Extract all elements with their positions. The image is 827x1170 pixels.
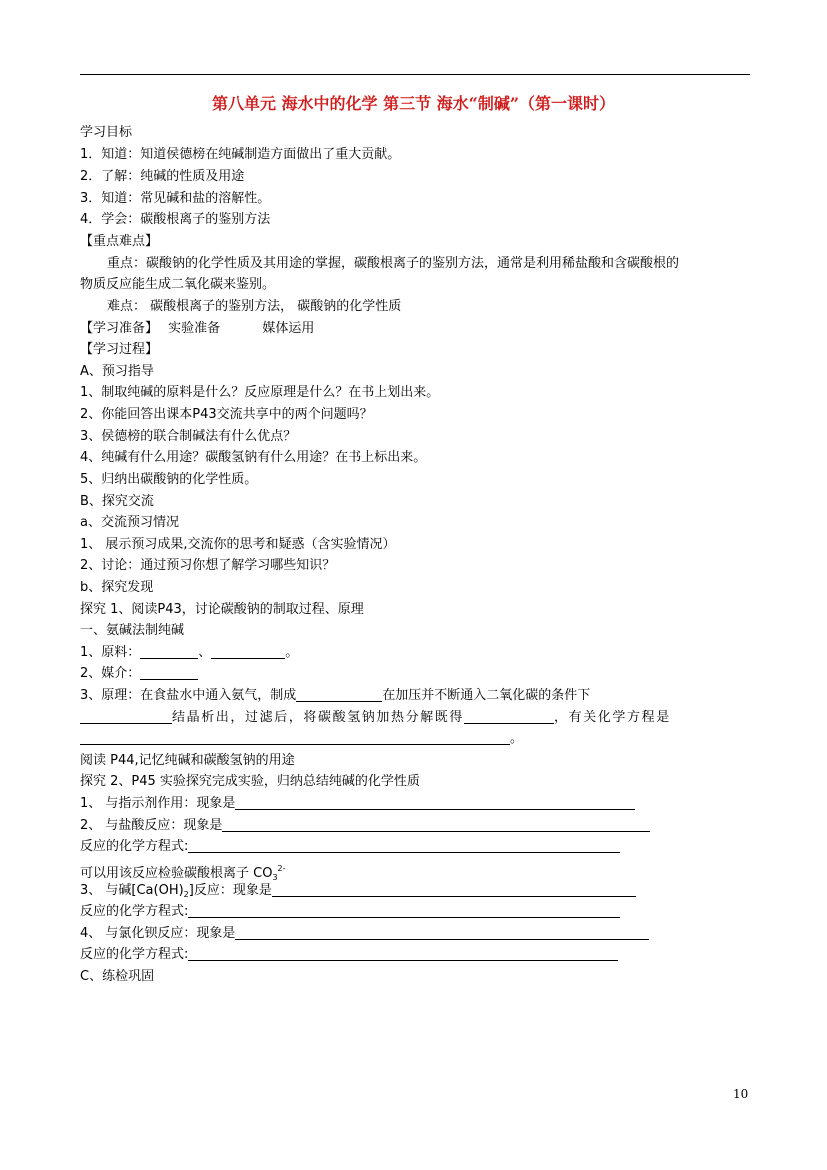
principle-text: 3、原理：在食盐水中通入氨气，制成 (80, 688, 297, 703)
preparation-item: 实验准备 (168, 321, 221, 336)
answer-blank[interactable] (140, 665, 198, 680)
principle-line-1 (80, 687, 590, 705)
section-b-heading: B、探究交流 (80, 494, 154, 509)
subsection-b-heading: b、探究发现 (80, 580, 154, 595)
answer-blank[interactable] (235, 925, 649, 940)
raw-materials-label: 1、原料： (80, 645, 141, 660)
preview-question: 5、归纳出碳酸钠的化学性质。 (80, 472, 258, 487)
preview-question: 1、制取纯碱的原料是什么？反应原理是什么？在书上划出来。 (80, 385, 440, 400)
property-label: 2、 与盐酸反应：现象是 (80, 818, 223, 833)
property-1-line (80, 795, 635, 813)
objectives-heading: 学习目标 (80, 125, 133, 140)
principle-text: 结晶析出，过滤后，将碳酸氢钠加热分解既得 (172, 710, 465, 725)
read-p44-line: 阅读 P44,记忆纯碱和碳酸氢钠的用途 (80, 753, 295, 768)
objective-item: 2．了解：纯碱的性质及用途 (80, 169, 245, 184)
property-label: 3、 与碱[Ca(OH) (80, 883, 184, 898)
objective-item: 3．知道：常见碱和盐的溶解性。 (80, 191, 271, 206)
answer-blank[interactable] (80, 709, 172, 724)
principle-text: ，有关化学方程是 (554, 710, 671, 725)
raw-materials-line (80, 644, 298, 662)
preparation-item: 媒体运用 (262, 321, 315, 336)
principle-line-3 (80, 730, 523, 748)
objective-item: 1．知道：知道侯德榜在纯碱制造方面做出了重大贡献。 (80, 147, 401, 162)
property-3-line (80, 882, 636, 904)
answer-blank[interactable] (235, 795, 635, 810)
period: 。 (285, 645, 299, 660)
answer-blank[interactable] (188, 903, 620, 918)
carbonate-test-text: 可以用该反应检验碳酸根离子 CO (80, 866, 273, 881)
ammonia-soda-heading: 一、氨碱法制纯碱 (80, 623, 185, 638)
equation-label: 反应的化学方程式: (80, 904, 189, 919)
exchange-item: 1、 展示预习成果,交流你的思考和疑惑（含实验情况） (80, 537, 396, 552)
answer-blank[interactable] (140, 644, 198, 659)
equation-label: 反应的化学方程式: (80, 947, 189, 962)
property-4-line (80, 925, 649, 943)
answer-blank[interactable] (188, 838, 620, 853)
period: 。 (510, 731, 524, 746)
answer-blank[interactable] (464, 709, 554, 724)
key-points-heading: 【重点难点】 (80, 234, 159, 249)
property-label: 4、 与氯化钡反应：现象是 (80, 926, 236, 941)
subsection-a-heading: a、交流预习情况 (80, 515, 179, 530)
preview-question: 2、你能回答出课本P43交流共享中的两个问题吗？ (80, 407, 373, 422)
answer-blank[interactable] (296, 687, 382, 702)
top-rule (80, 74, 750, 75)
equation-line (80, 946, 618, 964)
preparation-line (80, 320, 314, 338)
explore-1-line: 探究 1、阅读P43，讨论碳酸钠的制取过程、原理 (80, 602, 364, 617)
preview-question: 4、纯碱有什么用途？碳酸氢钠有什么用途？在书上标出来。 (80, 450, 427, 465)
equation-label: 反应的化学方程式: (80, 839, 189, 854)
equation-line (80, 838, 620, 856)
explore-2-line: 探究 2、P45 实验探究完成实验，归纳总结纯碱的化学性质 (80, 774, 420, 789)
answer-blank[interactable] (188, 946, 618, 961)
subscript: 2 (183, 890, 189, 899)
answer-blank[interactable] (80, 730, 510, 745)
page-number: 10 (733, 1087, 749, 1101)
catalyst-label: 2、媒介： (80, 666, 141, 681)
preview-question: 3、侯德榜的联合制碱法有什么优点？ (80, 429, 297, 444)
superscript: 2- (277, 864, 286, 873)
property-label: ]反应：现象是 (188, 883, 272, 898)
principle-text: 在加压并不断通入二氧化碳的条件下 (382, 688, 591, 703)
page-title: 第八单元 海水中的化学 第三节 海水“制碱”（第一课时） (211, 94, 616, 113)
exchange-item: 2、讨论：通过预习你想了解学习哪些知识？ (80, 558, 336, 573)
answer-blank[interactable] (272, 882, 636, 897)
section-c-heading: C、练检巩固 (80, 969, 155, 984)
property-2-line (80, 817, 650, 835)
difficult-point-text: 难点： 碳酸根离子的鉴别方法， 碳酸钠的化学性质 (107, 299, 402, 314)
principle-line-2 (80, 709, 671, 727)
key-point-text-cont: 物质反应能生成二氧化碳来鉴别。 (80, 277, 276, 292)
process-heading: 【学习过程】 (80, 342, 159, 357)
answer-blank[interactable] (222, 817, 650, 832)
separator: 、 (198, 645, 212, 660)
property-label: 1、 与指示剂作用：现象是 (80, 796, 236, 811)
preparation-heading: 【学习准备】 (80, 321, 159, 336)
key-point-text: 重点：碳酸钠的化学性质及其用途的掌握，碳酸根离子的鉴别方法，通常是利用稀盐酸和含碳酸根的 (107, 256, 680, 271)
equation-line (80, 903, 620, 921)
answer-blank[interactable] (211, 644, 285, 659)
subscript: 3 (272, 873, 278, 882)
catalyst-line (80, 665, 198, 683)
section-a-heading: A、预习指导 (80, 364, 154, 379)
objective-item: 4．学会：碳酸根离子的鉴别方法 (80, 212, 271, 227)
